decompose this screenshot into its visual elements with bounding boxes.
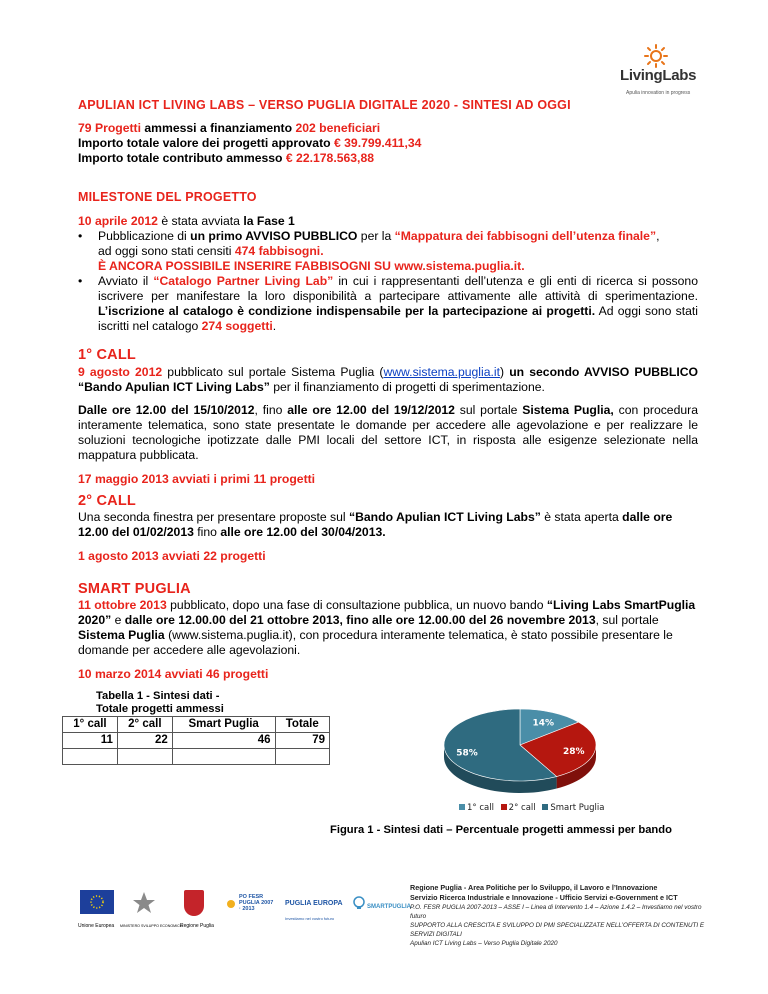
pie-label-1: 14% bbox=[532, 718, 555, 729]
footer-logos bbox=[80, 890, 410, 945]
star-emblem-icon bbox=[131, 890, 157, 916]
chart-legend: 1° call 2° call Smart Puglia bbox=[455, 801, 604, 816]
po-fesr-logo: PO FESR PUGLIA 2007 · 2013 bbox=[225, 892, 273, 918]
milestone-section: 10 aprile 2012 è stata avviata la Fase 1 • Pubblicazione di un primo AVVISO PUBBLICO per la “Mappatura dei fabbisogni dell’utenza finale”, ad oggi sono stati censiti 474 fabbisogni. È ANCORA POSSIBILE INSERIRE FABBISOGNI SU www.sistema.puglia.it. • Avviato il “Catalogo Partner Living Lab” in cui i rappresentanti dell’utenza e gli enti di ricerca si possono iscrivere per manifestare la loro disponibilità a partecipare attivamente alle attività di sperimentazione. L’iscrizione al catalogo è condizione indispensabile per la partecipazione ai progetti. Ad oggi sono stati iscritti nel catalogo 274 soggetti. bbox=[78, 214, 698, 334]
legend-swatch-3 bbox=[542, 804, 548, 810]
milestone-heading: MILESTONE DEL PROGETTO bbox=[78, 190, 257, 204]
logo-tagline: Apulia innovation in progress bbox=[626, 90, 691, 96]
call1-section: 9 agosto 2012 pubblicato sul portale Sistema Puglia (www.sistema.puglia.it) un secondo AVVISO PUBBLICO “Bando Apulian ICT Living Labs” per il finanziamento di progetti di sperimentazione. Dalle ore 12.00 del 15/10/2012, fino alle ore 12.00 del 19/12/2012 sul portale Sistema Puglia, con procedura interamente telematica, sono state presentate le domande per accedere alle agevolazione e per realizzare le soluzioni tecnologiche ipotizzate dalle PMI locali del settore ICT, in risposta alle esigenze selezionate nella mappatura pubblicata. 17 maggio 2013 avviati i primi 11 progetti bbox=[78, 365, 698, 486]
call2-section: Una seconda finestra per presentare proposte sul “Bando Apulian ICT Living Labs” è stata aperta dalle ore 12.00 del 01/02/2013 fino alle ore 12.00 del 30/04/2013. 1 agosto 2013 avviati 22 progetti bbox=[78, 510, 673, 563]
call1-heading: 1° CALL bbox=[78, 347, 136, 363]
pie-label-3: 58% bbox=[456, 748, 478, 759]
puglia-europa-logo: PUGLIA EUROPA Investiamo nel vostro futuro bbox=[285, 900, 343, 921]
table-caption: Tabella 1 - Sintesi dati - Totale progetti ammessi bbox=[96, 690, 224, 715]
table-row: 1° call 2° call Smart Puglia Totale bbox=[63, 717, 330, 733]
smart-section: 11 ottobre 2013 pubblicato, dopo una fase di consultazione pubblica, un nuovo bando “Living Labs SmartPuglia 2020” e dalle ore 12.00.00 del 21 ottobre 2013, fino alle ore 12.00.00 del 26 novembre 2013, sul portale Sistema Puglia (www.sistema.puglia.it), con procedura interamente telematica, è stato possibile presentare le domande per accedere alle agevolazioni. 10 marzo 2014 avviati 46 progetti bbox=[78, 598, 696, 681]
smartpuglia-logo: SMARTPUGLIA bbox=[352, 892, 410, 918]
table-row: 11 22 46 79 bbox=[63, 733, 330, 749]
sistema-puglia-link[interactable]: www.sistema.puglia.it bbox=[383, 365, 500, 379]
bulb-icon bbox=[352, 896, 366, 910]
legend-swatch-2 bbox=[501, 804, 507, 810]
summary-table bbox=[62, 716, 330, 765]
regione-label: Regione Puglia bbox=[180, 923, 214, 929]
eu-flag-logo bbox=[80, 890, 114, 914]
italy-emblem-logo bbox=[131, 890, 157, 916]
sun-icon bbox=[644, 44, 668, 68]
eu-label: Unione Europea bbox=[78, 923, 115, 929]
pie-chart bbox=[425, 705, 625, 805]
pie-label-2: 28% bbox=[562, 746, 585, 757]
sun-mini-icon bbox=[225, 898, 237, 910]
footer-text: Regione Puglia - Area Politiche per lo Sviluppo, il Lavoro e l’Innovazione Servizio Ricerca Industriale e Innovazione - Ufficio Servizi e-Government e ICT P.O. FESR PUGLIA 2007-2013 – ASSE I – Linea di Intervento 1.4 – Azione 1.4.2 – Investiamo nel vostro futuro SUPPORTO ALLA CRESCITA E SVILUPPO DI PMI SPECIALIZZATE NELL’OFFERTA DI CONTENUTI E SERVIZI DIGITALI Apulian ICT Living Labs – Verso Puglia Digitale 2020 bbox=[410, 883, 705, 947]
summary: 79 Progetti ammessi a finanziamento 202 beneficiari Importo totale valore dei progetti approvato € 39.799.411,34 Importo totale contributo ammesso € 22.178.563,88 bbox=[78, 121, 422, 165]
list-item: • Avviato il “Catalogo Partner Living Lab” in cui i rappresentanti dell’utenza e gli enti di ricerca si possono iscrivere per manifestare la loro disponibilità a partecipare attivamente alle attività di sperimentazione. L’iscrizione al catalogo è condizione indispensabile per la partecipazione ai progetti. Ad oggi sono stati iscritti nel catalogo 274 soggetti. bbox=[78, 274, 698, 334]
smart-heading: SMART PUGLIA bbox=[78, 581, 191, 597]
mise-label: MINISTERO SVILUPPO ECONOMICO bbox=[120, 924, 183, 928]
livinglabs-logo bbox=[620, 44, 697, 104]
stars-icon bbox=[86, 893, 108, 911]
legend-swatch-1 bbox=[459, 804, 465, 810]
regione-puglia-logo bbox=[184, 890, 204, 916]
table-row bbox=[63, 749, 330, 765]
logo-brand: LivingLabs bbox=[620, 67, 697, 84]
call2-heading: 2° CALL bbox=[78, 493, 136, 509]
list-item: • Pubblicazione di un primo AVVISO PUBBLICO per la “Mappatura dei fabbisogni dell’utenza finale”, ad oggi sono stati censiti 474 fabbisogni. È ANCORA POSSIBILE INSERIRE FABBISOGNI SU www.sistema.puglia.it. bbox=[78, 229, 698, 274]
page-title: APULIAN ICT LIVING LABS – VERSO PUGLIA DIGITALE 2020 - SINTESI AD OGGI bbox=[78, 98, 571, 112]
figure-caption: Figura 1 - Sintesi dati – Percentuale progetti ammessi per bando bbox=[330, 824, 672, 836]
